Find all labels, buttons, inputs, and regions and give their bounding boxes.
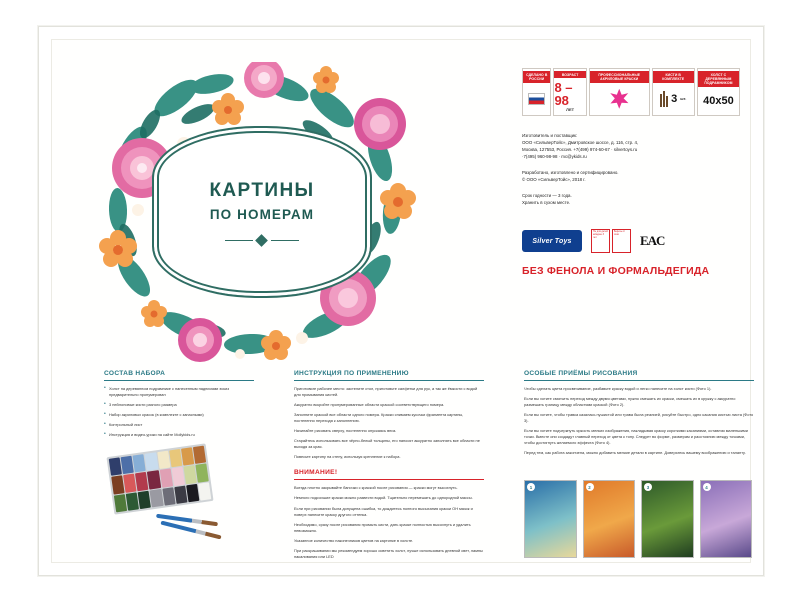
example-image-3 — [641, 480, 694, 558]
instruction-step: Заполните краской все области одного номера. Краски снимаем кусочки фрагмента картины, постепенно переходя к заполнению. — [294, 412, 464, 424]
tip-item: Если вы хотите подчеркнуть яркость мелких изображения, накладывая краску короткими касаниями, оставляя маленькими точки. Вместе они создадут главный переход от цвета к тону. Следует во форме, размерам и расстоянию между точками, чтобы достигнуть желаемого эффекта (Фото 4). — [524, 428, 748, 446]
tip-item: Перед тем, как работа закончена, можно добавить мелкие детали в картине. Доверьтесь вашему воображению и таланту. — [524, 450, 746, 456]
badge-brushes-unit: шт. — [680, 96, 687, 102]
age-restriction-icon — [591, 229, 610, 253]
manufacturer-info — [522, 132, 752, 215]
list-item: • Контрольный лист — [104, 422, 254, 428]
badge-acrylic-paints — [589, 68, 650, 116]
list-item: • 3 нейлоновые кисти разного размера — [104, 402, 254, 408]
attention-item: Всегда плотно закрывайте баночки с краской после рисования — краски могут высохнуть. — [294, 485, 458, 491]
manufacturer-contacts: Москва, 127553, Россия. +7(499) 974-60-67 · silvertoys.ru — [522, 147, 638, 153]
tip-item: Если вы хотите, чтобы травка казалась пушистой или трава была реалией, рисуйте быстро, одно касания кистью листа (Фото 3). — [524, 412, 754, 424]
example-image-4 — [700, 480, 753, 558]
section-kit-title: СОСТАВ НАБОРА — [104, 370, 254, 381]
tip-item: Чтобы сделать цвета просвечивание, разбавьте краску водой и легко нанесите на холст кисти (Фото 1). — [524, 386, 712, 391]
badge-age — [553, 68, 586, 116]
section-instructions-title: ИНСТРУКЦИЯ ПО ПРИМЕНЕНИЮ — [294, 370, 484, 381]
instruction-step: Приготовьте рабочее место: застелите стол, приготовьте салфетки для рук, а так же ёмкости с водой для промывания кистей. — [294, 386, 478, 398]
manufacturer-label: Изготовитель и поставщик: — [522, 133, 578, 138]
example-image-2 — [583, 480, 636, 558]
kit-contents-list — [104, 386, 254, 438]
list-item: • Набор акриловых красок (в комплекте с запасными) — [104, 412, 254, 418]
brushes-icon — [660, 91, 668, 107]
badge-brushes — [652, 68, 695, 116]
badge-brushes-caption: КИСТИ В КОМПЛЕКТЕ — [653, 71, 694, 83]
example-number: 2 — [586, 483, 594, 491]
russian-flag-icon — [528, 93, 545, 105]
example-number: 4 — [703, 483, 711, 491]
section-attention-title: ВНИМАНИЕ! — [294, 469, 484, 480]
attention-item: Указанное количество наконечников цветов на картинке в холсте. — [294, 537, 414, 543]
paint-splash-icon — [609, 89, 629, 109]
instruction-step: Повесьте картину на стену, используя крепление к набора. — [294, 454, 401, 460]
paint-palette-image — [106, 443, 213, 514]
no-phenol-claim: БЕЗ ФЕНОЛА И ФОРМАЛЬДЕГИДА — [522, 265, 710, 277]
section-painting-tips — [524, 370, 754, 460]
badge-age-unit: ЛЕТ — [566, 107, 575, 113]
badge-age-caption: ВОЗРАСТ — [554, 71, 585, 78]
badge-made-in-russia — [522, 68, 551, 116]
section-instructions — [294, 370, 484, 564]
warning-icons — [591, 229, 631, 253]
product-title-line1: КАРТИНЫ — [209, 180, 315, 202]
attention-item: При раскрашивании мы рекомендуем хорошо осветить холст, лучше использовать дневной свет, лампы накаливания или LED — [294, 547, 483, 559]
instruction-step: Начинайте рисовать сверху, постепенно опускаясь вниз. — [294, 428, 397, 434]
section-tips-title: ОСОБЫЕ ПРИЁМЫ РИСОВАНИЯ — [524, 370, 754, 381]
attention-item: Немного подсохшие краски можно развести водой. Тщательно перемешать до однородной массы. — [294, 495, 473, 501]
shelf-life: Срок годности — 3 года. — [522, 193, 572, 199]
badge-size-caption: ХОЛСТ С ДЕРЕВЯННЫМ ПОДРАМНИКОМ — [698, 71, 739, 87]
certification-logos — [522, 224, 752, 258]
fire-warning-icon — [612, 229, 631, 253]
attention-item: Необходимо, сразу после рисования промыть кисти, дать краске полностью высохнуть и удалить невозможно. — [294, 521, 471, 533]
feature-badge-bar — [522, 68, 740, 116]
badge-brushes-value: 3 — [671, 92, 678, 105]
ornament-divider — [225, 236, 299, 245]
storage-conditions: Хранить в сухом месте. — [522, 200, 571, 206]
instruction-step: Аккуратно вскройте пронумерованные области краской соответствующего номера. — [294, 402, 445, 408]
tip-item: Если вы хотите смягчить переход между двумя цветами, нужно смешать их краски, смешать их в кружку с аккуратно размешать границу между областями краской (Фото 2). — [524, 396, 736, 408]
certification-line2: © ООО «СильверТойс», 2018 г. — [522, 177, 586, 183]
example-image-1 — [524, 480, 577, 558]
list-item: • Инструкция и видео-уроки на сайте Mollykids.ru — [104, 432, 254, 438]
eac-mark: EAC — [640, 233, 665, 248]
badge-made-in-russia-caption: СДЕЛАНО В РОССИИ — [523, 71, 550, 83]
manufacturer-contacts-2: ·7(495) 960-98-98 · mc@ykids.ru — [522, 154, 587, 160]
example-number: 3 — [644, 483, 652, 491]
package-inner — [51, 39, 754, 563]
technique-examples-strip — [524, 480, 752, 558]
product-title-line2: ПО НОМЕРАМ — [209, 206, 315, 222]
age-restriction-text: Не для детей младше 3 лет — [593, 230, 608, 239]
badge-paints-caption: ПРОФЕССИОНАЛЬНЫЕ АКРИЛОВЫЕ КРАСКИ — [590, 71, 649, 83]
badge-age-value: 8 – 98 — [554, 80, 573, 109]
section-kit-contents — [104, 370, 254, 442]
title-frame — [152, 126, 372, 298]
badge-size-value: 40x50 — [703, 94, 734, 107]
package-outer — [38, 26, 764, 576]
kit-photo — [104, 444, 254, 554]
cover-artwork — [80, 62, 440, 362]
certification-line1: Разработано, изготовлено и сертифицировано. — [522, 170, 619, 176]
brand-logo: Silver Toys — [522, 230, 582, 252]
fire-warning-text: Беречь от огня — [614, 230, 626, 236]
manufacturer-address: ООО «СильверТойс», Дмитровское шоссе, д. 116, стр. 4, — [522, 140, 639, 146]
attention-item: Если при рисовании была допущена ошибка, то дождитесь полного высыхания краски ОН мазок и поверх нанесите краску другого оттенка. — [294, 505, 473, 517]
example-number: 1 — [527, 483, 535, 491]
list-item: • Холст на деревянном подрамнике с нанесенным надписями эскиз предварительно пронумерован — [104, 386, 254, 398]
instruction-step: Старайтесь использовать все чёрно-белый толщины, его наносят аккуратно заполнять все области не выходя за края. — [294, 438, 480, 450]
badge-canvas-size — [697, 68, 740, 116]
